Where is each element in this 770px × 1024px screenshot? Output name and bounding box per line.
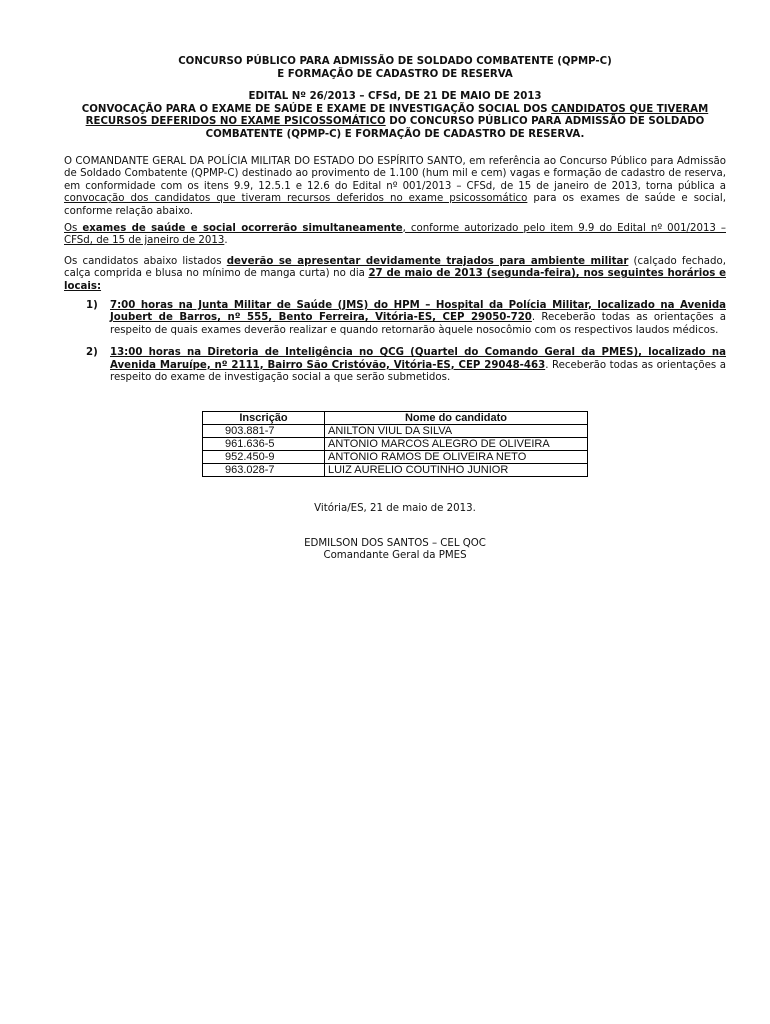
- exams-text-c: , conforme autorizado pelo item 9.9 do Edital nº 001/2013 – CFSd, de 15 de janeiro de 2013: [64, 222, 726, 247]
- list-item: [64, 347, 726, 385]
- convocation-title-part-c: DO CONCURSO PÚBLICO PARA ADMISSÃO DE SOLDADO COMBATENTE (QPMP-C) E FORMAÇÃO DE CADASTRO DE RESERVA.: [205, 116, 705, 140]
- locations-list: [64, 300, 726, 386]
- list-item-number: 1): [86, 299, 98, 311]
- presentation-text-c: (calçado fechado, calça comprida e blusa no mínimo de manga curta) no dia: [64, 255, 726, 280]
- presentation-text-b: deverão se apresentar devidamente trajados para ambiente militar: [226, 255, 629, 267]
- convocation-title-part-a: CONVOCAÇÃO PARA O EXAME DE SAÚDE E EXAME DE INVESTIGAÇÃO SOCIAL DOS: [81, 103, 552, 115]
- candidates-table: [202, 411, 588, 477]
- list-item-details: . Receberão todas as orientações a respeito de quais exames deverão realizar e quando retornarão àquele nosocômio com os respectivos laudos médicos.: [110, 312, 726, 336]
- column-header-inscricao: Inscrição: [203, 412, 325, 425]
- table-row: [203, 425, 588, 438]
- cell-inscricao: 952.450-9: [203, 451, 325, 464]
- cell-nome: ANTONIO MARCOS ALEGRO DE OLIVEIRA: [325, 438, 588, 451]
- exams-text-d: .: [224, 235, 228, 247]
- header-line-1: CONCURSO PÚBLICO PARA ADMISSÃO DE SOLDADO COMBATENTE (QPMP-C): [178, 56, 612, 67]
- list-item-details: . Receberão todas as orientações a respeito do exame de investigação social a que serão submetidos.: [110, 359, 726, 384]
- edital-title: EDITAL Nº 26/2013 – CFSd, DE 21 DE MAIO DE 2013: [248, 91, 542, 103]
- convocation-title-part-b: CANDIDATOS QUE TIVERAM RECURSOS DEFERIDOS NO EXAME PSICOSSOMÁTICO: [85, 103, 709, 128]
- column-header-nome: Nome do candidato: [325, 412, 588, 425]
- presentation-text-a: Os candidatos abaixo listados: [64, 255, 227, 267]
- intro-text-c: para os exames de saúde e social, conforme relação abaixo.: [64, 193, 726, 217]
- table-row: [203, 451, 588, 464]
- simultaneous-exams-paragraph: [64, 223, 726, 248]
- header-line-2: E FORMAÇÃO DE CADASTRO DE RESERVA: [277, 68, 513, 80]
- list-item: [64, 300, 726, 338]
- cell-inscricao: 961.636-5: [203, 438, 325, 451]
- table-row: [203, 438, 588, 451]
- table-header-row: [203, 412, 588, 425]
- intro-text-a: O COMANDANTE GERAL DA POLÍCIA MILITAR DO ESTADO DO ESPÍRITO SANTO, em referência ao Concurso Público para Admissão de Soldado Combatente (QPMP-C) destinado ao provimento de 1.100 (hum mil e cem) vagas e formação de cadastro de reserva, em conformidade com os itens 9.9, 12.5.1 e 12.6 do Edital nº 001/2013 – CFSd, de 15 de janeiro de 2013, torna pública a: [64, 155, 726, 192]
- place-date: Vitória/ES, 21 de maio de 2013.: [314, 503, 476, 515]
- exams-text-b: exames de saúde e social ocorrerão simultaneamente: [82, 222, 403, 234]
- cell-nome: ANILTON VIUL DA SILVA: [325, 425, 588, 438]
- exams-text-a: Os: [64, 222, 83, 234]
- list-item-location: 13:00 horas na Diretoria de Inteligência no QCG (Quartel do Comando Geral da PMES), localizado na Avenida Maruípe, nº 2111, Bairro São Cristóvão, Vitória-ES, CEP 29048-463: [110, 347, 726, 371]
- document-page: [64, 56, 726, 563]
- presentation-paragraph: [64, 256, 726, 294]
- presentation-text-d: 27 de maio de 2013 (segunda-feira), nos seguintes horários e locais:: [64, 268, 726, 292]
- cell-nome: ANTONIO RAMOS DE OLIVEIRA NETO: [325, 451, 588, 464]
- signature-role: Comandante Geral da PMES: [323, 550, 467, 562]
- cell-nome: LUIZ AURELIO COUTINHO JUNIOR: [325, 464, 588, 477]
- cell-inscricao: 963.028-7: [203, 464, 325, 477]
- list-item-location: 7:00 horas na Junta Militar de Saúde (JMS) do HPM – Hospital da Polícia Militar, localizado na Avenida Joubert de Barros, nº 555, Bento Ferreira, Vitória-ES, CEP 29050-720: [110, 299, 726, 324]
- cell-inscricao: 903.881-7: [203, 425, 325, 438]
- list-item-number: 2): [86, 347, 98, 359]
- signature-name: EDMILSON DOS SANTOS – CEL QOC: [304, 537, 486, 549]
- intro-text-b: convocação dos candidatos que tiveram recursos deferidos no exame psicossomático: [64, 193, 528, 205]
- convocation-title: [64, 104, 726, 142]
- intro-paragraph: [64, 156, 726, 219]
- table-row: [203, 464, 588, 477]
